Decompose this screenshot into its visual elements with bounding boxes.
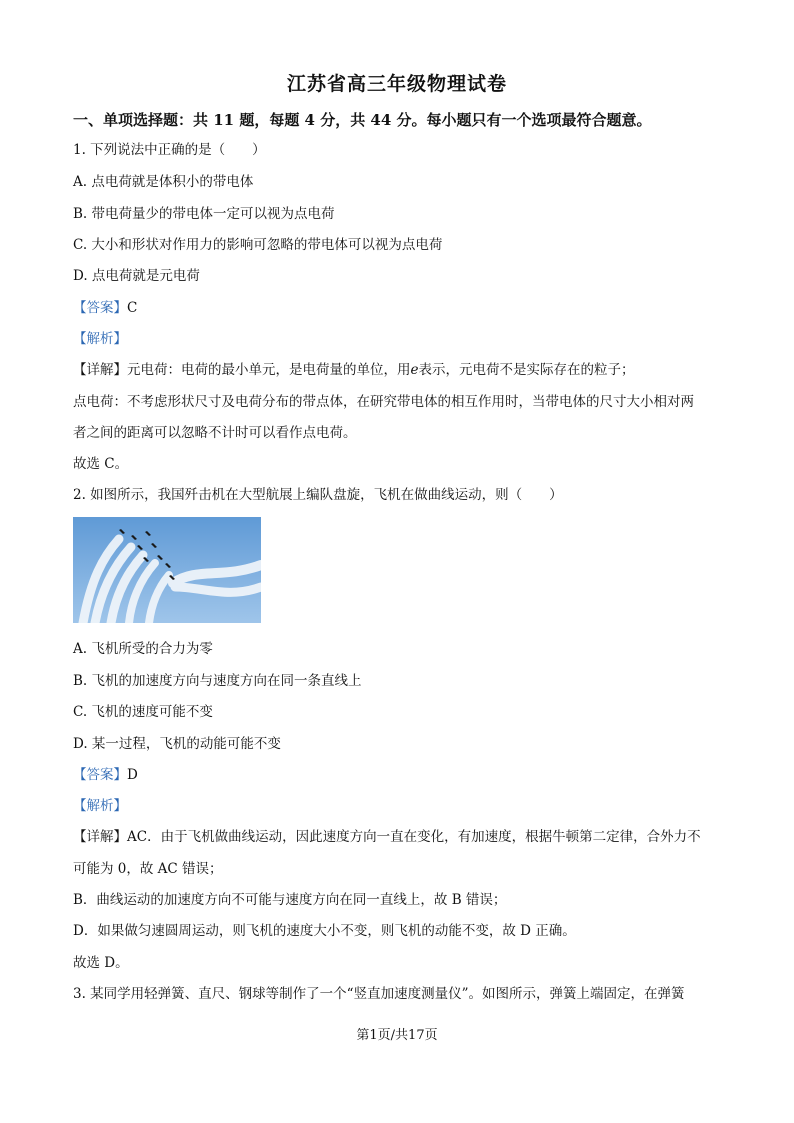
symbol-e: e — [410, 362, 419, 378]
q2-answer — [73, 766, 138, 784]
page-footer: 第1页/共17页 — [356, 1028, 438, 1043]
section-heading: 一、单项选择题：共 11 题，每题 4 分，共 44 分。每小题只有一个选项最符合题意。 — [73, 111, 652, 129]
q2-analysis-label: 【解析】 — [73, 798, 127, 814]
detail-label: 【详解】 — [73, 362, 127, 378]
q1-detail-line-1 — [73, 361, 635, 379]
q2-conclusion: 故选 D。 — [73, 955, 129, 971]
jets-photo-illustration — [73, 517, 261, 623]
q2-option-d: D. 某一过程，飞机的动能可能不变 — [73, 736, 281, 752]
q1-option-a: A. 点电荷就是体积小的带电体 — [73, 174, 254, 190]
q2-detail-line-2: 可能为 0，故 AC 错误； — [73, 861, 223, 877]
q2-option-a: A. 飞机所受的合力为零 — [73, 641, 213, 657]
q1-conclusion: 故选 C。 — [73, 456, 129, 472]
q2-option-c: C. 飞机的速度可能不变 — [73, 704, 213, 720]
q1-detail-line-2: 点电荷：不考虑形状尺寸及电荷分布的带点体，在研究带电体的相互作用时，当带电体的尺寸大小相对两 — [73, 394, 694, 410]
q2-detail-line-3: B．曲线运动的加速度方向不可能与速度方向在同一直线上，故 B 错误； — [73, 892, 507, 908]
detail-label: 【详解】 — [73, 829, 127, 845]
q2-stem: 2. 如图所示，我国歼击机在大型航展上编队盘旋，飞机在做曲线运动，则（ ） — [73, 487, 563, 503]
page-title: 江苏省高三年级物理试卷 — [286, 73, 507, 95]
q1-analysis-label: 【解析】 — [73, 331, 127, 347]
q3-stem: 3. 某同学用轻弹簧、直尺、钢球等制作了一个“竖直加速度测量仪”。如图所示，弹簧上端固定，在弹簧 — [73, 986, 685, 1002]
q1-detail-line-3: 者之间的距离可以忽略不计时可以看作点电荷。 — [73, 425, 357, 441]
q1-option-d: D. 点电荷就是元电荷 — [73, 268, 200, 284]
answer-label: 【答案】 — [73, 767, 127, 783]
answer-label: 【答案】 — [73, 300, 127, 316]
detail-text: 表示，元电荷不是实际存在的粒子； — [418, 362, 635, 378]
q2-detail-line-1 — [73, 828, 701, 846]
q1-option-c: C. 大小和形状对作用力的影响可忽略的带电体可以视为点电荷 — [73, 237, 443, 253]
q1-option-b: B. 带电荷量少的带电体一定可以视为点电荷 — [73, 206, 335, 222]
answer-value: C — [127, 300, 138, 316]
q1-stem: 1. 下列说法中正确的是（ ） — [73, 142, 266, 158]
detail-text: 元电荷：电荷的最小单元，是电荷量的单位，用 — [127, 362, 411, 378]
q2-option-b: B. 飞机的加速度方向与速度方向在同一条直线上 — [73, 673, 362, 689]
answer-value: D — [127, 767, 138, 783]
jets-formation-photo — [73, 517, 261, 623]
q2-detail-line-4: D．如果做匀速圆周运动，则飞机的速度大小不变，则飞机的动能不变，故 D 正确。 — [73, 923, 576, 939]
detail-text: AC．由于飞机做曲线运动，因此速度方向一直在变化，有加速度，根据牛顿第二定律，合外力不 — [127, 829, 701, 845]
q1-answer — [73, 299, 137, 317]
